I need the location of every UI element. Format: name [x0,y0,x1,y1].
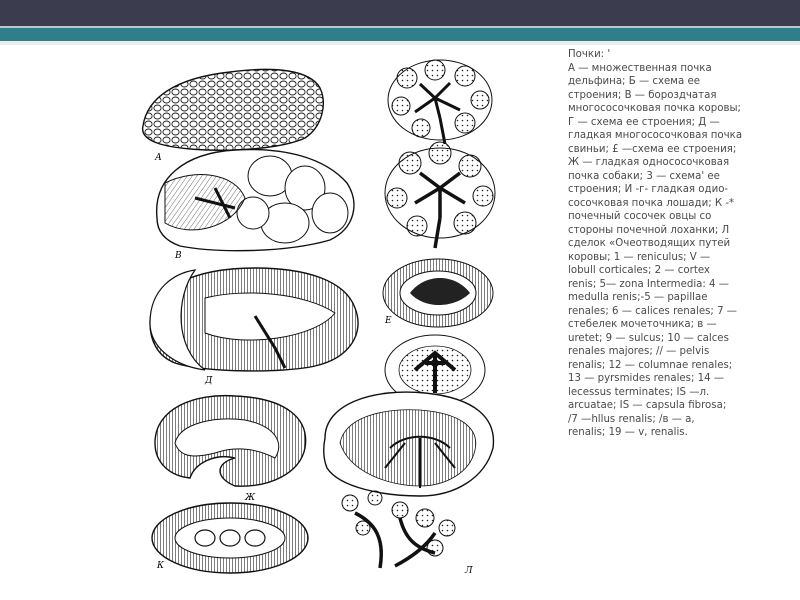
panel-zh-letter: Ж [245,493,256,503]
caption-line: lobull corticales; 2 — cortex [568,265,710,276]
caption-line: renalis; 12 — columnae renales; [568,359,733,371]
panel-v-cow-kidney [157,150,354,261]
caption-line: строения; В — бороздчатая [568,89,717,101]
panel-l-letter: Л [465,566,473,576]
caption-line: сосочковая почка лошади; К -* [568,197,735,209]
slide-header-strip [0,41,800,45]
caption-line: почка собаки; 3 — схема' ее [568,170,720,182]
caption-line: свиньи; £ —схема ее строения; [568,143,737,155]
caption-line: medulla renis;-5 — papillae [568,292,708,303]
caption-line: стороны почечной лоханки; Л [568,224,730,236]
panel-zh-dog-kidney [155,396,306,503]
caption-line: Ж — гладкая однососочковая [568,157,730,168]
caption-line: строения; И -г- гладкая одио- [568,184,729,195]
caption-line: arcuatae; IS — capsula fibrosa; [568,400,727,411]
caption-line: uretet; 9 — sulcus; 10 — calces [568,332,729,344]
panel-d-letter: Д [205,376,213,386]
caption-line: /7 —hllus renalis; /в — а, [568,413,695,425]
caption-line: 13 — pyrsmides renales; 14 — [568,373,725,384]
caption-line: дельфина; Б — схема ее [568,76,700,87]
panel-k-letter: К [157,561,164,571]
kidney-anatomy-figure [135,48,505,578]
panel-k-sheep-papilla [152,503,308,573]
slide-teal-bar [0,28,800,41]
caption-line: renales majores; // — pelvis [568,346,710,357]
panel-b-scheme [388,60,492,144]
caption-line: lecessus terminates; IS —л. [568,386,710,398]
caption-line: renales; 6 — calices renales; 7 — [568,305,737,317]
caption-line: коровы; 1 — reniculus; V — [568,251,711,263]
panel-d-pig-kidney [150,268,358,386]
panel-a-letter: А [155,153,162,163]
panel-i-horse-kidney [324,392,494,496]
caption-line: renalis; 19 — v, renalis. [568,427,688,438]
kidney-illustration [135,48,505,578]
panel-e-scheme [383,259,493,327]
caption-line: renis; 5— zona Intermedia: 4 — [568,278,729,290]
panel-e-letter: Е [385,316,392,326]
panel-a-dolphin-kidney [143,69,324,163]
slide-top-bar [0,0,800,26]
panel-v-letter: В [175,251,182,261]
caption-line: Почки: ' [568,49,611,60]
caption-line: многососочковая почка коровы; [568,103,741,114]
caption-line: гладкая многососочковая почка [568,130,743,141]
caption-line: сделок «Очеотводящих путей [568,238,731,249]
panel-l-cow-cast [342,491,473,576]
caption-line: почечный сосочек овцы со [568,211,712,222]
figure-caption [568,48,768,440]
caption-line: А — множественная почка [568,62,712,74]
caption-line: стебелек мочеточника; в — [568,319,717,330]
caption-line: Г — схема ее строения; Д — [568,116,720,128]
panel-g-scheme [385,142,495,248]
